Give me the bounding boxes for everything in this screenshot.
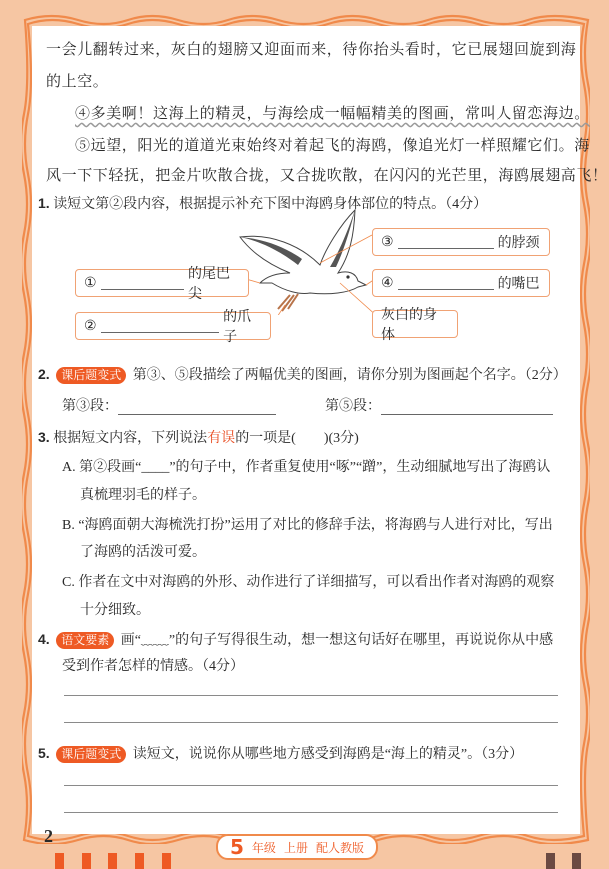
question-4-cont: 受到作者怎样的情感。（4分）: [62, 659, 244, 674]
box-number: ①: [84, 275, 97, 291]
question-number: 1.: [38, 195, 50, 211]
decorative-stripe: [572, 853, 581, 869]
highlight-text: 有误: [207, 431, 236, 446]
option-c-cont: 十分细致。: [80, 603, 150, 618]
answer-line[interactable]: [64, 785, 558, 786]
box-label: 的爪子: [223, 309, 252, 345]
passage-line: 风一下下轻抚，把金片吹散合拢，又合拢吹散，在闪闪的光芒里，海鸥展翅高飞！: [46, 166, 608, 184]
question-number: 5.: [38, 745, 50, 761]
passage-line: 一会儿翻转过来，灰白的翅膀又迎面而来，待你抬头看时，它已展翅回旋到海: [46, 40, 577, 58]
seagull-illustration: [230, 205, 380, 315]
question-number: 4.: [38, 631, 50, 647]
volume-text: 上册: [283, 840, 308, 855]
option-b[interactable]: B. “海鸥面朝大海梳洗打扮”运用了对比的修辞手法，将海鸥与人进行对比，写出: [62, 518, 553, 533]
passage-paragraph-5: ⑤远望，阳光的道道光束始终对着起飞的海鸥，像追光灯一样照耀它们。海: [75, 136, 590, 154]
blank-line[interactable]: [101, 320, 220, 333]
underlined-sentence: ④多美啊！这海上的精灵，与海绘成一幅幅精美的图画，常叫人留恋海边。: [75, 104, 590, 122]
box-number: ②: [84, 318, 97, 334]
option-a-cont: 真梳理羽毛的样子。: [80, 488, 206, 503]
q2-answer-row: [62, 395, 553, 415]
page-number: 2: [44, 826, 53, 846]
question-text: 第③、⑤段描绘了两幅优美的图画，请你分别为图画起个名字。（2分）: [132, 368, 567, 383]
box-label: 的嘴巴: [497, 276, 540, 292]
decorative-stripe: [162, 853, 171, 869]
passage-line: 的上空。: [46, 72, 109, 90]
box-label: 的脖颈: [497, 235, 540, 251]
decorative-stripe: [135, 853, 144, 869]
answer-box-claws[interactable]: [75, 309, 271, 345]
answer-box-tail-tip[interactable]: [75, 266, 249, 302]
passage-paragraph-4: [75, 102, 590, 123]
decorative-stripe: [108, 853, 117, 869]
option-a[interactable]: A. 第②段画“____”的句子中，作者重复使用“啄”“蹭”，生动细腻地写出了海鸥认: [62, 460, 551, 475]
question-text-end: 的一项是( )(3分): [235, 431, 359, 446]
decorative-stripe: [546, 853, 555, 869]
para3-answer-line[interactable]: [118, 400, 276, 415]
question-text: 画“﹏﹏”的句子写得很生动，想一想这句话好在哪里，再说说你从中感: [120, 633, 554, 648]
question-text: 读短文第②段内容，根据提示补充下图中海鸥身体部位的特点。（4分）: [53, 197, 488, 212]
box-number: ③: [381, 234, 394, 250]
answer-box-neck[interactable]: [372, 228, 550, 256]
question-4: [38, 629, 553, 649]
decorative-stripe: [55, 853, 64, 869]
question-3: [38, 427, 359, 447]
para3-label: 第③段：: [62, 399, 118, 414]
answer-box-beak[interactable]: [372, 269, 550, 297]
question-text: 根据短文内容，下列说法: [53, 431, 208, 446]
label-box-body: [372, 307, 458, 343]
question-text: 读短文，说说你从哪些地方感受到海鸥是“海上的精灵”。（3分）: [132, 747, 524, 762]
blank-line[interactable]: [398, 236, 494, 249]
grade-text: 年级: [251, 840, 276, 855]
question-2: [38, 364, 567, 384]
decorative-stripe: [82, 853, 91, 869]
option-b-cont: 了海鸥的活泼可爱。: [80, 545, 206, 560]
question-5: [38, 743, 523, 763]
grade-label: [216, 834, 378, 860]
option-c[interactable]: C. 作者在文中对海鸥的外形、动作进行了详细描写，可以看出作者对海鸥的观察: [62, 575, 555, 590]
answer-line[interactable]: [64, 812, 558, 813]
answer-line[interactable]: [64, 695, 558, 696]
question-type-badge: 语文要素: [56, 632, 114, 649]
question-number: 2.: [38, 366, 50, 382]
question-number: 3.: [38, 429, 50, 445]
answer-line[interactable]: [64, 722, 558, 723]
blank-line[interactable]: [398, 277, 494, 290]
box-number: ④: [381, 275, 394, 291]
box-label: 的尾巴尖: [188, 266, 231, 302]
edition-text: 配人教版: [315, 840, 364, 855]
box-label: 灰白的身体: [381, 307, 437, 343]
para5-answer-line[interactable]: [381, 400, 553, 415]
question-type-badge: 课后题变式: [56, 367, 126, 384]
para5-label: 第⑤段：: [325, 399, 381, 414]
grade-number: 5: [230, 835, 244, 859]
question-type-badge: 课后题变式: [56, 746, 126, 763]
blank-line[interactable]: [101, 277, 184, 290]
